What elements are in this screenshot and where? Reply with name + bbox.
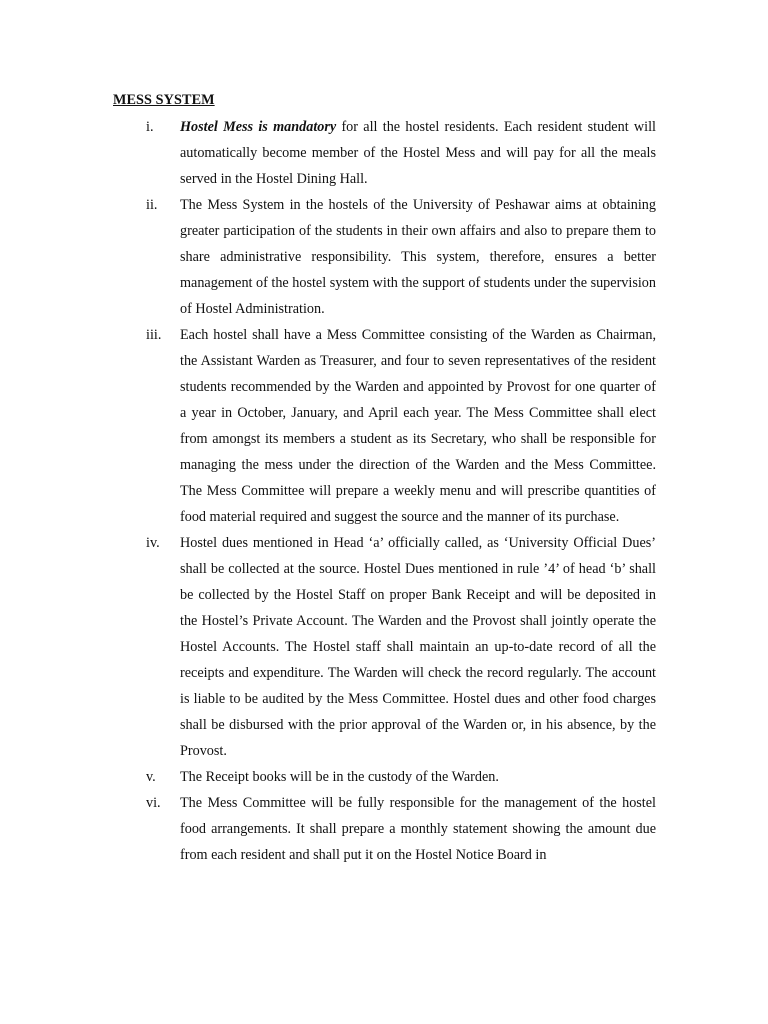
item-text (180, 114, 656, 192)
item-numeral: ii. (146, 197, 158, 213)
item-body: The Mess Committee will be fully responsible for the management of the hostel food arrangements. It shall prepare a monthly statement showing the amount due from each resident and shall put it on the Hostel Notice Board in (180, 795, 656, 863)
rules-list (0, 114, 768, 868)
item-body: Hostel dues mentioned in Head ‘a’ officially called, as ‘University Official Dues’ shall be collected at the source. Hostel Dues mentioned in rule ’4’ of head ‘b’ shall be collected by the Hostel Staff on proper Bank Receipt and will be deposited in the Hostel’s Private Account. The Warden and the Provost shall jointly operate the Hostel Accounts. The Hostel staff shall maintain an up-to-date record of all the receipts and expenditure. The Warden will check the record regularly. The account is liable to be audited by the Mess Committee. Hostel dues and other food charges shall be disbursed with the prior approval of the Warden or, in his absence, by the Provost. (180, 535, 656, 759)
item-body: for all the hostel residents. Each resident student will automatically become member of the Hostel Mess and will pay for all the meals served in the Hostel Dining Hall. (180, 119, 656, 187)
item-text (180, 764, 656, 790)
item-numeral: v. (146, 769, 156, 785)
item-numeral: iii. (146, 327, 162, 343)
item-text (180, 790, 656, 868)
list-item (0, 192, 768, 322)
item-body: The Mess System in the hostels of the University of Peshawar aims at obtaining greater participation of the students in their own affairs and also to prepare them to share administrative responsibility. This system, therefore, ensures a better management of the hostel system with the support of students under the supervision of Hostel Administration. (180, 197, 656, 317)
list-item (0, 114, 768, 192)
item-text (180, 192, 656, 322)
list-item (0, 790, 768, 868)
section-heading: MESS SYSTEM (113, 92, 215, 108)
item-numeral: i. (146, 119, 154, 135)
list-item (0, 764, 768, 790)
item-body: Each hostel shall have a Mess Committee consisting of the Warden as Chairman, the Assistant Warden as Treasurer, and four to seven representatives of the resident students recommended by the Warden and appointed by Provost for one quarter of a year in October, January, and April each year. The Mess Committee shall elect from amongst its members a student as its Secretary, who shall be responsible for managing the mess under the direction of the Warden and the Mess Committee. The Mess Committee will prepare a weekly menu and will prescribe quantities of food material required and suggest the source and the manner of its purchase. (180, 327, 656, 525)
item-text (180, 322, 656, 530)
list-item (0, 530, 768, 764)
item-lead: Hostel Mess is mandatory (180, 119, 337, 135)
item-text (180, 530, 656, 764)
item-numeral: iv. (146, 535, 160, 551)
item-body: The Receipt books will be in the custody of the Warden. (180, 769, 499, 785)
item-numeral: vi. (146, 795, 161, 811)
list-item (0, 322, 768, 530)
